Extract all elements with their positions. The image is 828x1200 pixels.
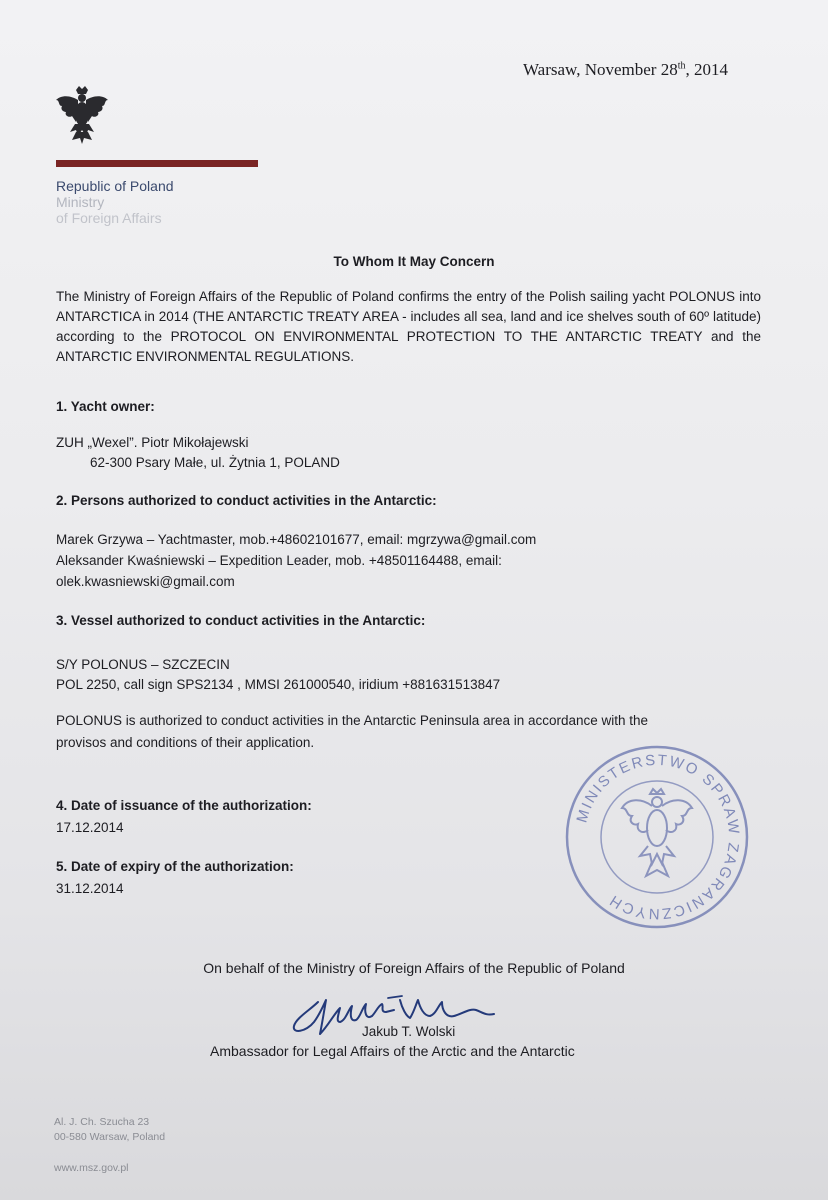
owner-name: ZUH „Wexel”. Piotr Mikołajewski	[56, 435, 249, 450]
header-line-ministry: Ministry	[56, 194, 105, 210]
footer-address-2: 00-580 Warsaw, Poland	[54, 1131, 166, 1143]
header-line-republic: Republic of Poland	[56, 178, 174, 194]
section-5-heading: 5. Date of expiry of the authorization:	[56, 859, 294, 874]
section-2-heading: 2. Persons authorized to conduct activities in the Antarctic:	[56, 493, 437, 508]
intro-paragraph: The Ministry of Foreign Affairs of the Republic of Poland confirms the entry of the Polish sailing yacht POLONUS into ANTARCTICA in 2014 (THE ANTARCTIC TREATY AREA - includes all sea, land and ice shelves south of 60º latitude) according to the PROTOCOL ON ENVIRONMENTAL PROTECTION TO THE ANTARCTIC TREATY and the ANTARCTIC ENVIRONMENTAL REGULATIONS.	[56, 289, 761, 364]
person-2: Aleksander Kwaśniewski – Expedition Leader, mob. +48501164488, email:	[56, 553, 502, 568]
owner-address: 62-300 Psary Małe, ul. Żytnia 1, POLAND	[90, 455, 340, 470]
vessel-name: S/Y POLONUS – SZCZECIN	[56, 657, 230, 672]
authorization-line-1: POLONUS is authorized to conduct activities in the Antarctic Peninsula area in accordance with the	[56, 713, 649, 728]
person-2-email: olek.kwasniewski@gmail.com	[56, 574, 235, 589]
on-behalf-line: On behalf of the Ministry of Foreign Affairs of the Republic of Poland	[203, 960, 625, 976]
letter-date	[523, 60, 728, 80]
section-1-heading: 1. Yacht owner:	[56, 399, 155, 414]
section-4-heading: 4. Date of issuance of the authorization:	[56, 798, 312, 813]
eagle-emblem-icon	[54, 86, 110, 146]
footer-address-1: Al. J. Ch. Szucha 23	[54, 1116, 150, 1128]
signatory-name: Jakub T. Wolski	[362, 1024, 456, 1039]
header-line-foreign-affairs: of Foreign Affairs	[56, 210, 162, 226]
section-3-heading: 3. Vessel authorized to conduct activities in the Antarctic:	[56, 613, 426, 628]
date-year: , 2014	[685, 60, 728, 79]
signatory-position: Ambassador for Legal Affairs of the Arctic and the Antarctic	[210, 1043, 575, 1059]
issuance-date: 17.12.2014	[56, 820, 124, 835]
ministry-header	[56, 178, 174, 226]
date-text: Warsaw, November 28	[522, 60, 678, 79]
footer-website: www.msz.gov.pl	[54, 1162, 129, 1174]
person-1: Marek Grzywa – Yachtmaster, mob.+48602101677, email: mgrzywa@gmail.com	[56, 532, 537, 547]
letter-title: To Whom It May Concern	[333, 254, 495, 269]
stamp-text: MINISTERSTWO SPRAW ZAGRANICZNYCH	[573, 751, 743, 923]
date-suffix: th	[677, 60, 686, 72]
authorization-line-2: provisos and conditions of their application.	[56, 735, 315, 750]
ministry-stamp-icon	[562, 742, 752, 932]
expiry-date: 31.12.2014	[56, 881, 124, 896]
header-red-bar	[56, 160, 258, 167]
svg-text:MINISTERSTWO SPRAW ZAGRANICZNY	[573, 752, 742, 922]
vessel-details: POL 2250, call sign SPS2134 , MMSI 261000540, iridium +881631513847	[56, 677, 501, 692]
